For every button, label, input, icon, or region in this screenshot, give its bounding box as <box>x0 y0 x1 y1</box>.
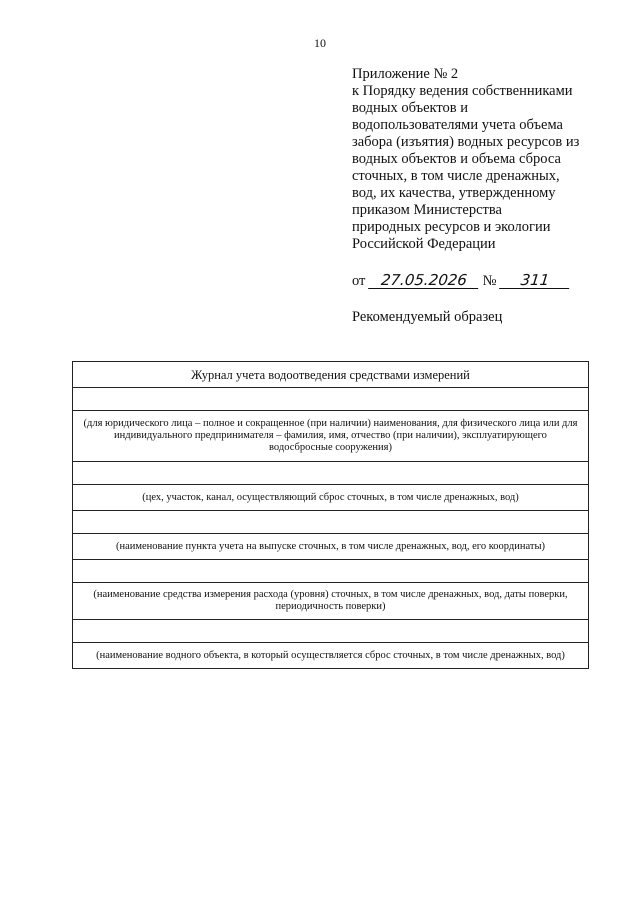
page-number: 10 <box>314 36 326 50</box>
appendix-line: вод, их качества, утвержденному <box>352 185 556 201</box>
order-number: 311 <box>499 272 571 289</box>
appendix-line: забора (изъятия) водных ресурсов из <box>352 134 580 150</box>
appendix-line: водопользователями учета объема <box>352 117 563 133</box>
fill-line-workshop[interactable] <box>73 462 589 485</box>
appendix-header <box>352 66 602 253</box>
appendix-line: приказом Министерства <box>352 202 502 218</box>
caption-instrument: (наименование средства измерения расхода (уровня) сточных, в том числе дренажных, вод, даты поверки, периодичность поверки) <box>73 583 589 620</box>
order-line <box>352 272 570 290</box>
fill-line-water-body[interactable] <box>73 620 589 643</box>
appendix-line: сточных, в том числе дренажных, <box>352 168 560 184</box>
appendix-line: водных объектов и объема сброса <box>352 151 561 167</box>
appendix-line: к Порядку ведения собственниками <box>352 83 573 99</box>
fill-line-instrument[interactable] <box>73 560 589 583</box>
journal-title: Журнал учета водоотведения средствами измерений <box>73 362 589 388</box>
appendix-line: природных ресурсов и экологии <box>352 219 551 235</box>
order-date: 27.05.2026 <box>368 272 480 289</box>
fill-line-organization[interactable] <box>73 388 589 411</box>
sample-label: Рекомендуемый образец <box>352 309 503 325</box>
journal-form <box>72 361 589 669</box>
order-number-label: № <box>482 273 497 289</box>
caption-water-body: (наименование водного объекта, в который осуществляется сброс сточных, в том числе дренажных, вод) <box>73 643 589 669</box>
order-from-label: от <box>352 273 366 289</box>
appendix-line: Российской Федерации <box>352 236 496 252</box>
fill-line-metering-point[interactable] <box>73 511 589 534</box>
appendix-line: водных объектов и <box>352 100 469 116</box>
caption-metering-point: (наименование пункта учета на выпуске сточных, в том числе дренажных, вод, его координаты) <box>73 534 589 560</box>
appendix-line: Приложение № 2 <box>352 66 459 82</box>
caption-workshop: (цех, участок, канал, осуществляющий сброс сточных, в том числе дренажных, вод) <box>73 485 589 511</box>
caption-organization: (для юридического лица – полное и сокращенное (при наличии) наименования, для физического лица или для индивидуального предпринимателя – фамилия, имя, отчество (при наличии), эксплуатирующего водосбросные сооружения) <box>73 411 589 462</box>
